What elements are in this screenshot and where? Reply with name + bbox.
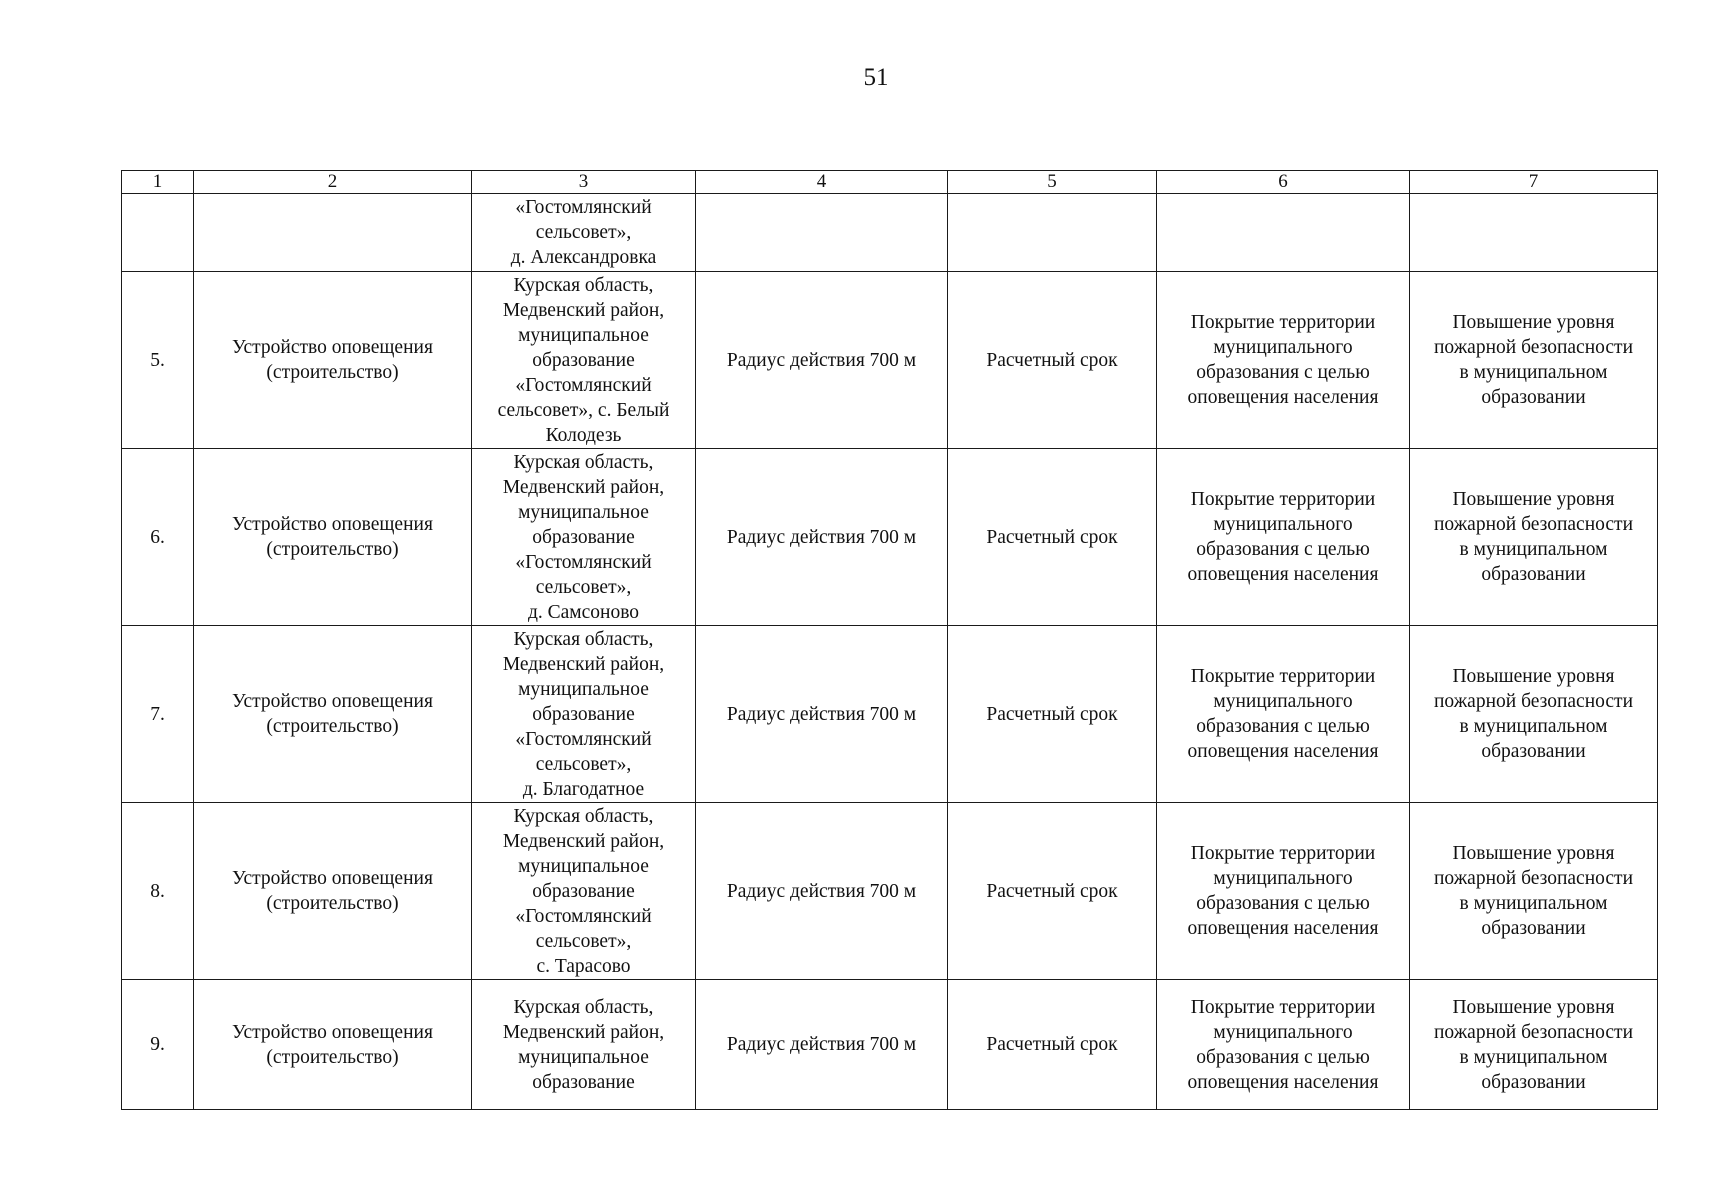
cell-number: 9.	[122, 980, 194, 1110]
cell-goal: Покрытие территории муниципального образования с целью оповещения населения	[1157, 803, 1410, 980]
table-row	[122, 272, 1658, 449]
column-number: 6	[1157, 171, 1410, 194]
cell-goal: Покрытие территории муниципального образования с целью оповещения населения	[1157, 980, 1410, 1110]
cell-term: Расчетный срок	[948, 980, 1157, 1110]
cell-spec: Радиус действия 700 м	[696, 803, 948, 980]
cell-goal: Покрытие территории муниципального образования с целью оповещения населения	[1157, 626, 1410, 803]
measures-table	[121, 170, 1658, 1110]
cell-effect: Повышение уровня пожарной безопасности в муниципальном образовании	[1410, 272, 1658, 449]
cell-term	[948, 194, 1157, 272]
cell-effect: Повышение уровня пожарной безопасности в муниципальном образовании	[1410, 980, 1658, 1110]
cell-number: 7.	[122, 626, 194, 803]
cell-location: «Гостомлянский сельсовет», д. Александровка	[472, 194, 696, 272]
cell-effect: Повышение уровня пожарной безопасности в муниципальном образовании	[1410, 449, 1658, 626]
cell-effect: Повышение уровня пожарной безопасности в муниципальном образовании	[1410, 803, 1658, 980]
page-number: 51	[863, 64, 889, 91]
cell-location: Курская область, Медвенский район, муниципальное образование «Гостомлянский сельсовет», с. Тарасово	[472, 803, 696, 980]
column-number: 3	[472, 171, 696, 194]
cell-effect	[1410, 194, 1658, 272]
column-number-row	[122, 171, 1658, 194]
cell-location: Курская область, Медвенский район, муниципальное образование «Гостомлянский сельсовет», д. Самсоново	[472, 449, 696, 626]
table-row	[122, 626, 1658, 803]
cell-location: Курская область, Медвенский район, муниципальное образование «Гостомлянский сельсовет», д. Благодатное	[472, 626, 696, 803]
cell-number	[122, 194, 194, 272]
cell-spec: Радиус действия 700 м	[696, 272, 948, 449]
cell-term: Расчетный срок	[948, 449, 1157, 626]
column-number: 4	[696, 171, 948, 194]
column-number: 5	[948, 171, 1157, 194]
cell-name: Устройство оповещения (строительство)	[194, 803, 472, 980]
cell-location: Курская область, Медвенский район, муниципальное образование «Гостомлянский сельсовет», с. Белый Колодезь	[472, 272, 696, 449]
cell-name	[194, 194, 472, 272]
column-number: 2	[194, 171, 472, 194]
column-number: 1	[122, 171, 194, 194]
table-row	[122, 980, 1658, 1110]
cell-name: Устройство оповещения (строительство)	[194, 980, 472, 1110]
cell-goal: Покрытие территории муниципального образования с целью оповещения населения	[1157, 272, 1410, 449]
cell-name: Устройство оповещения (строительство)	[194, 449, 472, 626]
cell-location: Курская область, Медвенский район, муниципальное образование	[472, 980, 696, 1110]
cell-spec: Радиус действия 700 м	[696, 980, 948, 1110]
cell-name: Устройство оповещения (строительство)	[194, 272, 472, 449]
cell-name: Устройство оповещения (строительство)	[194, 626, 472, 803]
table-row-continuation	[122, 194, 1658, 272]
table-row	[122, 803, 1658, 980]
cell-goal: Покрытие территории муниципального образования с целью оповещения населения	[1157, 449, 1410, 626]
cell-number: 8.	[122, 803, 194, 980]
cell-goal	[1157, 194, 1410, 272]
cell-spec	[696, 194, 948, 272]
column-number: 7	[1410, 171, 1658, 194]
cell-term: Расчетный срок	[948, 803, 1157, 980]
cell-spec: Радиус действия 700 м	[696, 449, 948, 626]
cell-spec: Радиус действия 700 м	[696, 626, 948, 803]
cell-term: Расчетный срок	[948, 272, 1157, 449]
cell-effect: Повышение уровня пожарной безопасности в муниципальном образовании	[1410, 626, 1658, 803]
cell-number: 6.	[122, 449, 194, 626]
table-row	[122, 449, 1658, 626]
cell-term: Расчетный срок	[948, 626, 1157, 803]
cell-number: 5.	[122, 272, 194, 449]
